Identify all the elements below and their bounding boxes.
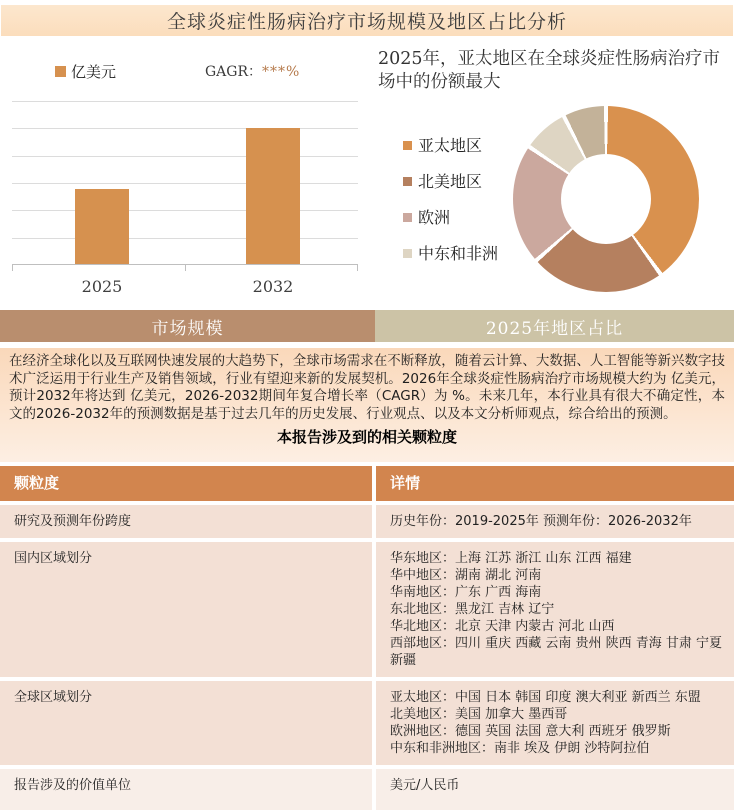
- axis-tick: [357, 265, 358, 271]
- table-row: [0, 681, 734, 765]
- legend-swatch-icon: [403, 213, 412, 222]
- bar-plot: [12, 101, 358, 296]
- legend-swatch-icon: [55, 66, 66, 77]
- donut-ring: [513, 106, 699, 292]
- detail-line: 亚太地区：中国 日本 韩国 印度 澳大利亚 新西兰 东盟: [390, 690, 701, 705]
- intro-band: [0, 348, 734, 462]
- table-header-granularity: 颗粒度: [0, 466, 372, 501]
- donut-legend-item: [403, 136, 514, 156]
- tab-region-share-2025[interactable]: [375, 310, 734, 342]
- donut-hole: [561, 154, 651, 244]
- legend-swatch-icon: [403, 249, 412, 258]
- donut-legend-item: [403, 172, 514, 192]
- gridline: [12, 210, 358, 211]
- tab-market-size[interactable]: [0, 310, 375, 342]
- detail-line: 东北地区：黑龙江 吉林 辽宁: [390, 602, 555, 617]
- table-header-row: [0, 466, 734, 501]
- page-title-band: [1, 5, 733, 36]
- cagr-annotation: [205, 61, 300, 81]
- granularity-cell: 报告涉及的价值单位: [0, 769, 372, 810]
- granularity-cell: 全球区域划分: [0, 681, 372, 765]
- gridline: [12, 101, 358, 102]
- bar-2032: [246, 128, 300, 264]
- detail-line: 北美地区：美国 加拿大 墨西哥: [390, 707, 568, 722]
- detail-line: 美元/人民币: [390, 778, 460, 793]
- region-share-donut-chart: [375, 44, 734, 306]
- bar-legend-label: 亿美元: [71, 63, 117, 81]
- gridline: [12, 238, 358, 239]
- axis-tick: [12, 265, 13, 271]
- granularity-cell: 国内区域划分: [0, 542, 372, 677]
- detail-line: 华南地区：广东 广西 海南: [390, 585, 542, 600]
- intro-paragraph: 在经济全球化以及互联网快速发展的大趋势下，全球市场需求在不断释放，随着云计算、大数据、人工智能等新兴数字技术广泛运用于行业生产及销售领域，行业有望迎来新的发展契机。2026年全球炎症性肠病治疗市场规模大约为 亿美元，预计2032年将达到 亿美元，2026-2032期间年复合增长率（CAGR）为 %。未来几年，本行业具有很大不确定性，本文的2026-2032年的预测数据是基于过去几年的历史发展、行业观点、以及本文分析师观点，综合给出的预测。: [9, 353, 725, 422]
- bar-2025: [75, 189, 129, 264]
- detail-cell: [376, 505, 734, 538]
- x-axis-label: 2032: [252, 277, 294, 296]
- donut-legend-label: 亚太地区: [418, 136, 483, 155]
- detail-cell: [376, 542, 734, 677]
- page-title: 全球炎症性肠病治疗市场规模及地区占比分析: [166, 11, 567, 33]
- cagr-value: ***%: [262, 64, 301, 80]
- bar-chart-legend: [55, 61, 116, 82]
- table-row: [0, 542, 734, 677]
- x-axis-label: 2025: [81, 277, 123, 296]
- detail-cell: [376, 681, 734, 765]
- donut-legend-label: 欧洲: [418, 208, 451, 227]
- detail-line: 华东地区：上海 江苏 浙江 山东 江西 福建: [390, 551, 632, 566]
- legend-swatch-icon: [403, 177, 412, 186]
- granularity-cell: 研究及预测年份跨度: [0, 505, 372, 538]
- donut-legend-item: [403, 208, 514, 228]
- donut-legend-item: [403, 244, 514, 264]
- market-size-bar-chart: [0, 48, 370, 306]
- donut-chart-title: 2025年，亚太地区在全球炎症性肠病治疗市场中的份额最大: [378, 49, 721, 93]
- detail-line: 中东和非洲地区：南非 埃及 伊朗 沙特阿拉伯: [390, 741, 650, 756]
- detail-line: 欧洲地区：德国 英国 法国 意大利 西班牙 俄罗斯: [390, 724, 671, 739]
- axis-tick: [185, 265, 186, 271]
- detail-line: 华北地区：北京 天津 内蒙古 河北 山西: [390, 619, 615, 634]
- gridline: [12, 183, 358, 184]
- gridline: [12, 156, 358, 157]
- detail-line: 华中地区：湖南 湖北 河南: [390, 568, 542, 583]
- legend-swatch-icon: [403, 141, 412, 150]
- tab-region-share-label: 2025年地区占比: [485, 318, 624, 339]
- table-row: [0, 505, 734, 538]
- cagr-label: GAGR：: [205, 64, 263, 80]
- detail-line: 西部地区：四川 重庆 西藏 云南 贵州 陕西 青海 甘肃 宁夏 新疆: [390, 636, 723, 668]
- granularity-heading: 本报告涉及到的相关颗粒度: [276, 428, 457, 446]
- donut-legend-label: 北美地区: [418, 172, 483, 191]
- donut-legend-label: 中东和非洲: [418, 244, 499, 263]
- tab-market-size-label: 市场规模: [151, 318, 224, 339]
- detail-cell: [376, 769, 734, 810]
- gridline: [12, 128, 358, 129]
- donut-legend: [403, 136, 514, 264]
- granularity-table-rows: [0, 505, 734, 810]
- section-tabs: [0, 310, 734, 342]
- table-header-detail: 详情: [376, 466, 734, 501]
- detail-line: 历史年份：2019-2025年 预测年份：2026-2032年: [390, 514, 692, 529]
- granularity-table: [0, 466, 734, 810]
- table-row: [0, 769, 734, 810]
